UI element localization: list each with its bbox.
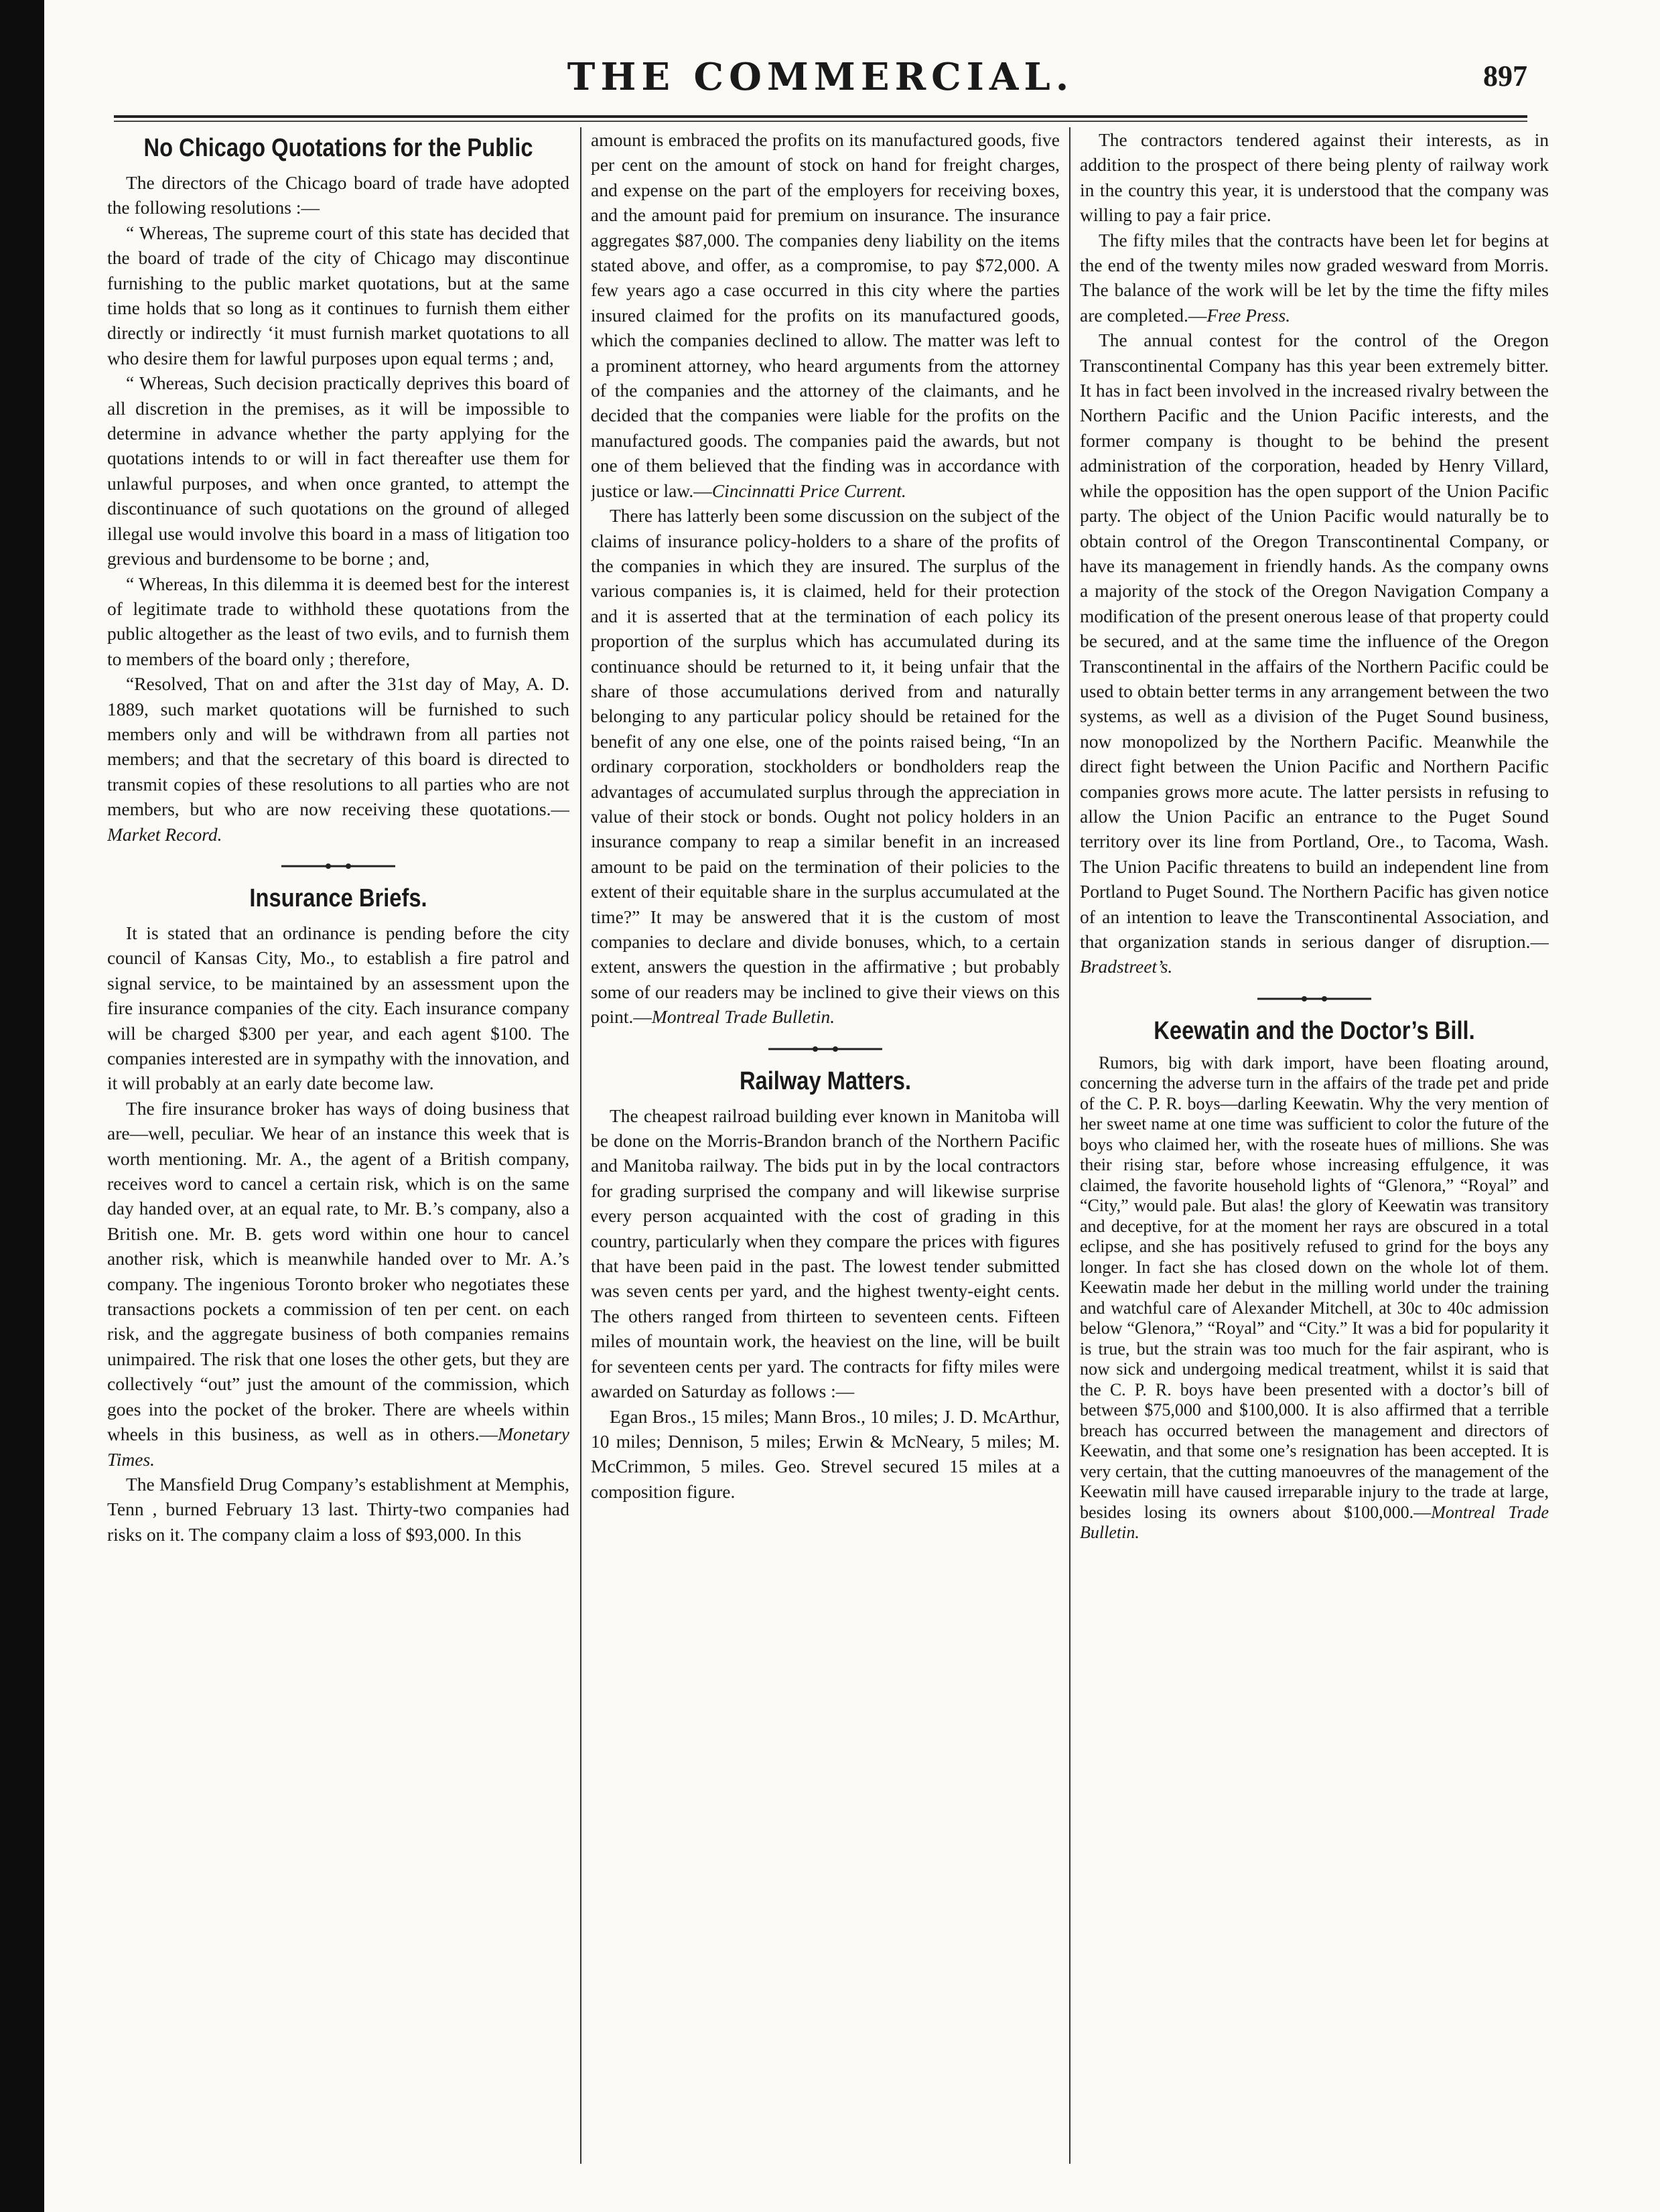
column-3 [1080, 127, 1549, 2191]
article-source: Free Press. [1206, 304, 1291, 326]
article-paragraph: The Mansfield Drug Company’s establishment at Memphis, Tenn , burned February 13 last. Thirty-two companies had risks on it. The company claim a loss of $93,000. In this [107, 1473, 569, 1545]
article-source: Cincinnatti Price Current. [711, 480, 906, 501]
page-binding-edge [0, 0, 44, 2212]
headline-chicago-quotations: No Chicago Quotations for the Public [143, 134, 533, 162]
article-source: Monetary Times. [107, 1424, 569, 1470]
section-separator [1257, 989, 1371, 1009]
headline-insurance-briefs: Insurance Briefs. [249, 884, 427, 912]
article-paragraph: Rumors, big with dark import, have been floating around, concerning the adverse turn in the affairs of the trade pet and pride of the C. P. R. boys—darling Keewatin. Why the very mention of her sweet name at one time was sufficient to color the future of the boys who claimed her, with the roseate hues of millions. She was their rising star, before whose increasing effulgence, it was claimed, the favorite household lights of “Glenora,” “Royal” and “City,” would pale. But alas! the glory of Keewatin was transitory and deceptive, for at the moment her rays are obscured in a total eclipse, and she has positively refused to grind for the boys any longer. In fact she has closed down on the whole lot of them. Keewatin made her debut in the milling world under the training and watchful care of Alexander Mitchell, at 30c to 40c admission below “Glenora,” “Royal” and “City.” It was a bid for popularity it is true, but the strain was too much for the fair aspirant, who is now sick and undergoing medical treatment, whilst it is said that the C. P. R. boys have been presented with a doctor’s bill of between $75,000 and $100,000. It is also affirmed that a terrible breach has occurred between the management and directors of Keewatin, and that some one’s resignation has been accepted. It is very certain, that the cutting manoeuvres of the management of the Keewatin mill have caused irreparable injury to the trade at large, besides losing its owners about $100,000.—Montreal Trade Bulletin. [1080, 1052, 1549, 1543]
headline-keewatin: Keewatin and the Doctor’s Bill. [1154, 1016, 1475, 1045]
article-paragraph: The cheapest railroad building ever known in Manitoba will be done on the Morris-Brandon branch of the Northern Pacific and Manitoba railway. The bids put in by the local contractors for grading surprised the company and will likewise surprise every person acquainted with the cost of grading in this country, particularly when they compare the prices with figures that have been paid in the past. The lowest tender submitted was seven cents per yard, and the highest twenty-eight cents. The others ranged from thirteen to seventeen cents. Fifteen miles of mountain work, the heaviest on the line, will be built for seventeen cents per yard. The contracts for fifty miles were awarded on Saturday as follows :— [591, 1105, 1060, 1402]
article-paragraph: The annual contest for the control of the Oregon Transcontinental Company has this year been extremely bitter. It has in fact been involved in the increased rivalry between the Northern Pacific and the Union Pacific interests, and the former company is thought to be behind the present administration of the corporation, headed by Henry Villard, while the opposition has the open support of the Union Pacific party. The object of the Union Pacific would naturally be to obtain control of the Oregon Transcontinental Company, or have its management in friendly hands. As the company owns a majority of the stock of the Oregon Navigation Company a modification of the present onerous lease of that property could be secured, and at the same time the influence of the Oregon Transcontinental in the affairs of the Northern Pacific could be used to obtain better terms in any arrangement between the two systems, as well as a division of the Puget Sound business, now monopolized by the Northern Pacific. Meanwhile the direct fight between the Union Pacific and Northern Pacific companies grows more acute. The latter persists in refusing to allow the Union Pacific an entrance to the Puget Sound territory over its line from Portland, Ore., to Tacoma, Wash. The Union Pacific threatens to build an independent line from Portland to Puget Sound. The Northern Pacific has given notice of an intention to leave the Transcontinental Association, and that organization stands in serious danger of disruption.—Bradstreet’s. [1080, 330, 1549, 977]
article-paragraph: “ Whereas, The supreme court of this state has decided that the board of trade of the city of Chicago may discontinue furnishing to the public market quotations, but at the same time holds that so long as it continues to furnish them either directly or indirectly ‘it must furnish market quotations to all who desire them for lawful purposes upon equal terms ; and, [107, 222, 569, 368]
article-paragraph: The directors of the Chicago board of trade have adopted the following resolutions :— [107, 172, 569, 218]
article-paragraph: It is stated that an ordinance is pending before the city council of Kansas City, Mo., to establish a fire patrol and signal service, to be maintained by an assessment upon the fire insurance companies of the city. Each insurance company will be charged $300 per year, and each agent $100. The companies interested are in sympathy with the innovation, and it will probably at an early date become law. [107, 922, 569, 1094]
article-paragraph: amount is embraced the profits on its manufactured goods, five per cent on the amount of stock on hand for freight charges, and expense on the part of the employers for receiving boxes, and the amount paid for premium on insurance. The insurance aggregates $87,000. The companies deny liability on the items stated above, and offer, as a compromise, to pay $72,000. A few years ago a case occurred in this city where the parties insured claimed for the profits on its manufactured goods, which the companies declined to allow. The matter was left to a prominent attorney, who heard arguments from the attorney of the companies and the attorney of the claimants, and he decided that the companies were liable for the profits on the manufactured goods. The companies paid the awards, but not one of them believed that the finding was in accordance with justice or law.—Cincinnatti Price Current. [591, 129, 1060, 501]
newspaper-title: THE COMMERCIAL. [567, 55, 1075, 99]
column-divider [580, 127, 581, 2164]
masthead [114, 55, 1527, 109]
article-source: Montreal Trade Bulletin. [1080, 1502, 1549, 1543]
column-1 [107, 127, 569, 2191]
column-2 [591, 127, 1060, 2191]
page-number: 897 [1483, 60, 1527, 92]
article-paragraph: The fire insurance broker has ways of doing business that are—well, peculiar. We hear of an instance this week that is worth mentioning. Mr. A., the agent of a British company, receives word to cancel a certain risk, which is on the same day handed over, at an equal rate, to Mr. B.’s company, also a British one. Mr. B. gets word within one hour to cancel another risk, which is meanwhile handed over to Mr. A.’s company. The ingenious Toronto broker who negotiates these transactions pockets a commission of ten per cent. on each risk, and the aggregate business of both companies remains unimpaired. The risk that one loses the other gets, but they are collectively “out” just the amount of the commission, which goes into the pocket of the broker. There are wheels within wheels in this business, as well as in others.—Monetary Times. [107, 1097, 569, 1470]
masthead-rule [114, 115, 1527, 118]
column-divider [1069, 127, 1070, 2164]
article-source: Montreal Trade Bulletin. [651, 1006, 835, 1028]
headline-railway-matters: Railway Matters. [739, 1066, 912, 1095]
article-source: Bradstreet’s. [1080, 956, 1173, 977]
article-paragraph: There has latterly been some discussion on the subject of the claims of insurance policy-holders to a share of the profits of the companies in which they are insured. The surplus of the various companies is, it is claimed, held for their protection and it is asserted that at the termination of each policy its proportion of the surplus which has accumulated during its continuance should be returned to it, it being unfair that the share of those accumulations derived from and naturally belonging to any particular policy should be retained for the benefit of any one else, one of the points raised being, “In an ordinary corporation, stockholders or bondholders reap the advantages of accumulated surplus through the appreciation in value of their stock or bonds. Ought not policy holders in an insurance company to reap a similar benefit in an increased amount to be paid on the termination of their policies to the extent of their equitable share in the surplus accumulated at the time?” It may be answered that it is the custom of most companies to declare and divide bonuses, which, to a certain extent, answers the question in the affirmative ; but probably some of our readers may be inclined to give their views on this point.—Montreal Trade Bulletin. [591, 505, 1060, 1028]
masthead-rule-thin [114, 121, 1527, 122]
section-separator [281, 856, 395, 876]
article-paragraph: “ Whereas, In this dilemma it is deemed best for the interest of legitimate trade to withhold these quotations from the public altogether as the least of two evils, and to furnish them to members of the board only ; therefore, [107, 573, 569, 669]
article-paragraph: “ Whereas, Such decision practically deprives this board of all discretion in the premises, as it will be impossible to determine in advance whether the party applying for the quotations intends to or will in fact thereafter use them for unlawful purposes, and when once granted, to attempt the discontinuance of such quotations on the ground of alleged illegal use would involve this board in a mass of litigation too grevious and burdensome to be borne ; and, [107, 372, 569, 569]
article-paragraph: The contractors tendered against their interests, as in addition to the prospect of there being plenty of railway work in the country this year, it is understood that the company was willing to pay a fair price. [1080, 129, 1549, 226]
article-paragraph: The fifty miles that the contracts have been let for begins at the end of the twenty miles now graded wesward from Morris. The balance of the work will be let by the time the fifty miles are completed.—Free Press. [1080, 229, 1549, 326]
article-paragraph: Egan Bros., 15 miles; Mann Bros., 10 miles; J. D. McArthur, 10 miles; Dennison, 5 miles; Erwin & McNeary, 5 miles; M. McCrimmon, 5 miles. Geo. Strevel secured 15 miles at a composition figure. [591, 1405, 1060, 1502]
section-separator [768, 1039, 882, 1059]
article-source: Market Record. [107, 823, 222, 845]
article-paragraph: “Resolved, That on and after the 31st day of May, A. D. 1889, such market quotations will be furnished to such members only and will be withdrawn from all parties not members; and that the secretary of this board is directed to transmit copies of these resolutions to all parties who are not members, but who are now receiving these quotations.—Market Record. [107, 673, 569, 845]
